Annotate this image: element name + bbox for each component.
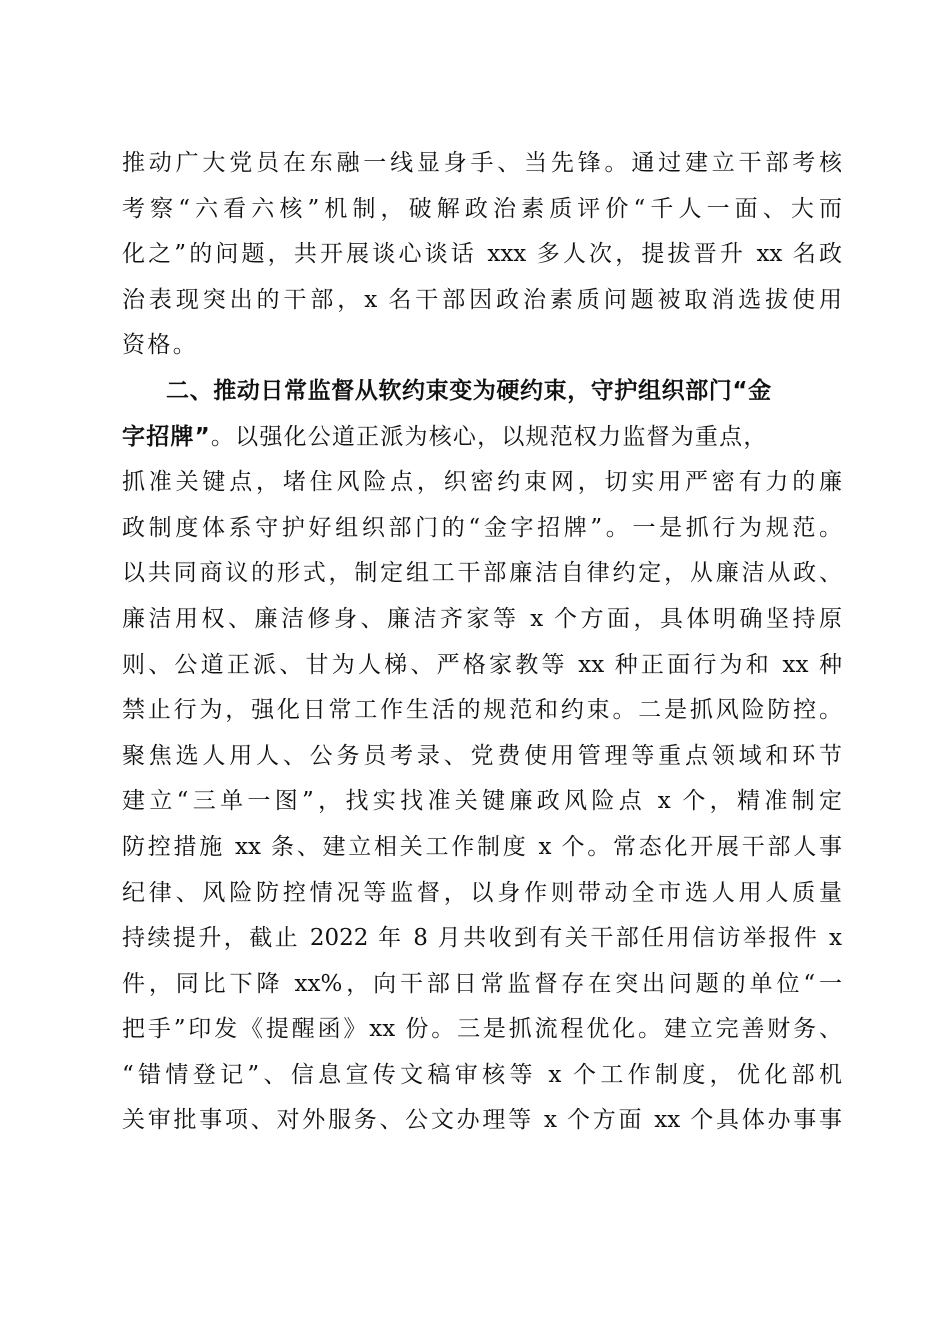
text-line: “错情登记”、信息宣传文稿审核等 x 个工作制度，优化部机 [122, 1061, 842, 1088]
text-line: 则、公道正派、甘为人梯、严格家教等 xx 种正面行为和 xx 种 [122, 651, 842, 678]
text-line: 聚焦选人用人、公务员考录、党费使用管理等重点领域和环节 [122, 742, 842, 769]
text-line: 廉洁用权、廉洁修身、廉洁齐家等 x 个方面，具体明确坚持原 [122, 605, 842, 632]
text-line: 资格。 [122, 332, 199, 359]
text-line: 推动广大党员在东融一线显身手、当先锋。通过建立干部考核 [122, 150, 842, 176]
document-body [122, 141, 842, 1144]
text-line [122, 415, 842, 461]
text-line: 抓准关键点，堵住风险点，织密约束网，切实用严密有力的廉 [122, 469, 842, 496]
text-line: 纪律、风险防控情况等监督，以身作则带动全市选人用人质量 [122, 879, 842, 906]
text-line: 治表现突出的干部，x 名干部因政治素质问题被取消选拔使用 [122, 286, 842, 313]
text-line: 持续提升，截止 2022 年 8 月共收到有关干部任用信访举报件 x [122, 925, 842, 952]
text-line: 防控措施 xx 条、建立相关工作制度 x 个。常态化开展干部人事 [122, 833, 842, 860]
text-line: 考察“六看六核”机制，破解政治素质评价“千人一面、大而 [122, 195, 842, 222]
section-heading-end: 字招牌” [122, 423, 211, 450]
text-line: 以共同商议的形式，制定组工干部廉洁自律约定，从廉洁从政、 [122, 560, 842, 587]
paragraph-2 [122, 369, 842, 1144]
text-line: 化之”的问题，共开展谈心谈话 xxx 多人次，提拔晋升 xx 名政 [122, 241, 842, 268]
text-line: 件，同比下降 xx%，向干部日常监督存在突出问题的单位“一 [122, 970, 842, 997]
section-heading: 二、推动日常监督从软约束变为硬约束，守护组织部门“金 [166, 377, 772, 404]
text-line: 政制度体系守护好组织部门的“金字招牌”。一是抓行为规范。 [122, 514, 842, 541]
text-line: 把手”印发《提醒函》xx 份。三是抓流程优化。建立完善财务、 [122, 1016, 842, 1043]
text-run: 。以强化公道正派为核心，以规范权力监督为重点， [210, 423, 768, 450]
paragraph-1 [122, 141, 842, 369]
text-line: 关审批事项、对外服务、公文办理等 x 个方面 xx 个具体办事事 [122, 1107, 842, 1134]
text-line: 建立“三单一图”，找实找准关键廉政风险点 x 个，精准制定 [122, 788, 842, 815]
text-line: 禁止行为，强化日常工作生活的规范和约束。二是抓风险防控。 [122, 697, 842, 724]
